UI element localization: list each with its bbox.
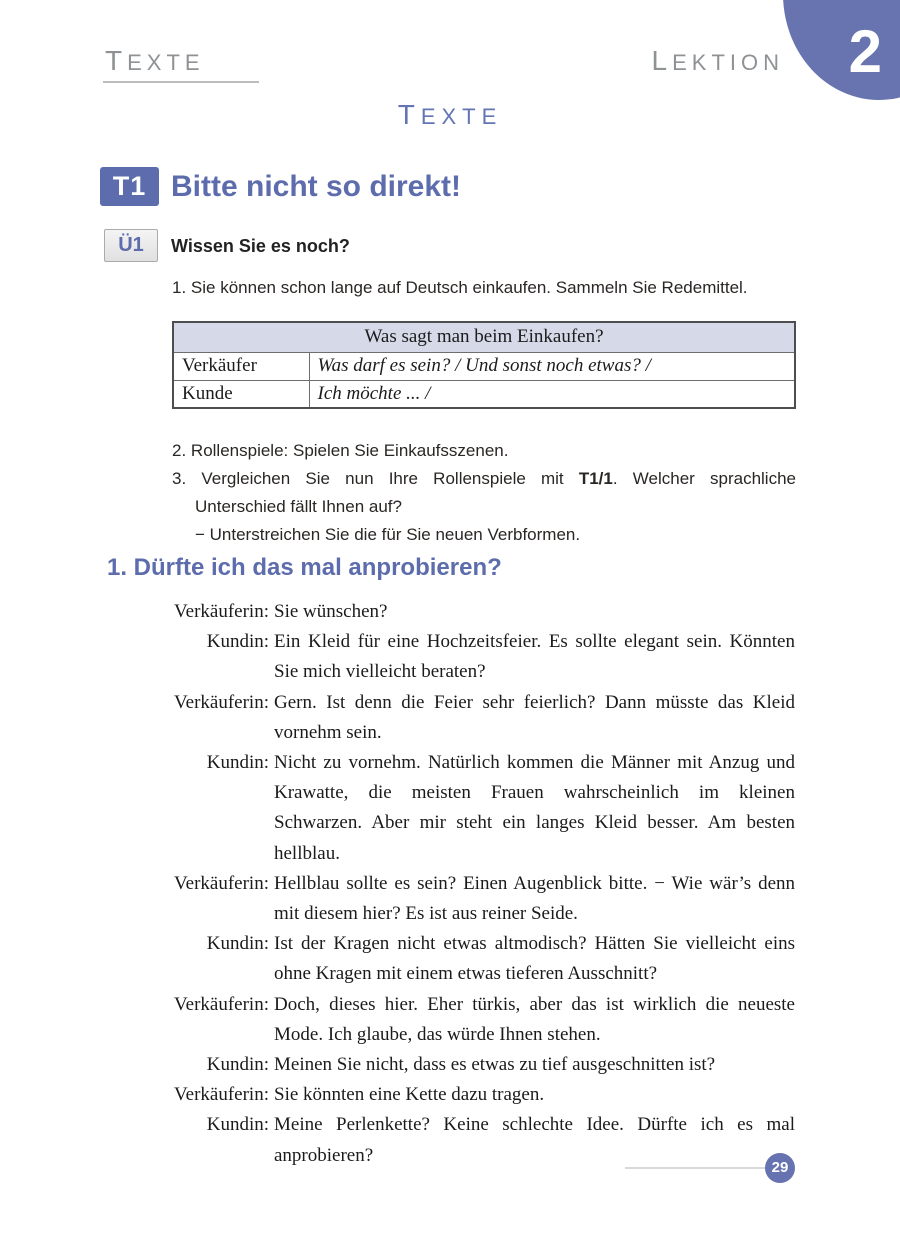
t1-title: Bitte nicht so direkt!: [171, 170, 462, 203]
speaker-label: Verkäuferin:: [174, 691, 269, 713]
running-title-left: TEXTE: [105, 45, 205, 76]
speaker-cell: Kunde: [173, 380, 309, 408]
task-item-2-number: 2.: [172, 441, 187, 460]
task-item-3: [172, 465, 796, 521]
task-item-3-text-pre: Vergleichen Sie nun Ihre Rollenspiele mit: [201, 469, 579, 488]
phrases-cell: Was darf es sein? / Und sonst noch etwas? /: [309, 352, 795, 380]
running-title-right: LEKTION: [651, 45, 784, 76]
dialogue-text: Gern. Ist denn die Feier sehr feierlich? Dann müsste das Kleid vornehm sein.: [274, 691, 795, 743]
task-item-1: [172, 278, 796, 298]
dialogue-text: Ein Kleid für eine Hochzeitsfeier. Es sollte elegant sein. Könnten Sie mich vielleicht beraten?: [274, 631, 795, 683]
dialogue-text: Ist der Kragen nicht etwas altmodisch? Hätten Sie vielleicht eins ohne Kragen mit einem etwas tieferen Ausschnitt?: [274, 933, 795, 985]
table-row: [173, 380, 795, 408]
u1-title: Wissen Sie es noch?: [171, 236, 350, 256]
dialogue-turn: [172, 869, 795, 929]
section-title: 1. Dürfte ich das mal anprobieren?: [107, 554, 502, 581]
speaker-label: Kundin:: [206, 933, 269, 955]
dialogue-text: Meine Perlenkette? Keine schlechte Idee. Dürfte ich es mal anprobieren?: [274, 1114, 795, 1166]
dialogue-text: Sie wünschen?: [274, 601, 388, 622]
task-item-3-subitem: − Unterstreichen Sie die für Sie neuen Verbformen.: [195, 525, 581, 544]
dialogue-text: Hellblau sollte es sein? Einen Augenblick bitte. − Wie wär’s denn mit diesem hier? Es ist aus reiner Seide.: [274, 872, 795, 925]
task-item-2-text: Rollenspiele: Spielen Sie Einkaufsszenen.: [190, 441, 509, 460]
lesson-corner-shape: [783, 0, 900, 100]
speaker-label: Kundin:: [206, 752, 269, 774]
page-title: TEXTE: [397, 99, 503, 130]
task-item-2: [172, 437, 796, 465]
table-row: [173, 352, 795, 380]
u1-badge: Ü1: [104, 229, 158, 262]
dialogue-turn: [172, 1110, 795, 1170]
dialogue-text: Nicht zu vornehm. Natürlich kommen die Männer mit Anzug und Krawatte, die meisten Frauen wahrscheinlich im kleinen Schwarzen. Aber mir steht ein langes Kleid besser. Am besten hellblau.: [274, 752, 795, 864]
lesson-number: 2: [848, 18, 882, 85]
task-list: [172, 437, 796, 549]
speaker-label: Kundin:: [206, 1054, 269, 1076]
dialogue-text: Meinen Sie nicht, dass es etwas zu tief ausgeschnitten ist?: [274, 1054, 716, 1076]
t1-badge: T1: [100, 167, 159, 206]
speaker-label: Verkäuferin:: [174, 993, 269, 1015]
speaker-label: Verkäuferin:: [174, 1084, 269, 1106]
speaker-label: Kundin:: [206, 631, 269, 653]
header-underline: [103, 81, 259, 83]
speaker-label: Verkäuferin:: [174, 872, 269, 894]
dialogue-turn: [172, 929, 795, 989]
table-header-cell: Was sagt man beim Einkaufen?: [173, 322, 795, 352]
dialogue: [172, 597, 795, 1171]
dialogue-turn: [172, 990, 795, 1050]
dialogue-turn: [172, 1050, 795, 1080]
dialogue-text: Sie könnten eine Kette dazu tragen.: [274, 1084, 545, 1106]
phrases-cell: Ich möchte ... /: [309, 380, 795, 408]
dialogue-turn: [172, 748, 795, 869]
task-item-3-text-post: . Welcher sprachliche Unterschied fällt Ihnen auf?: [195, 469, 796, 516]
page-number-badge: 29: [765, 1153, 795, 1183]
redemittel-table: [172, 321, 796, 409]
speaker-label: Verkäuferin:: [174, 601, 269, 622]
task-item-1-text: Sie können schon lange auf Deutsch einkaufen. Sammeln Sie Redemittel.: [190, 278, 748, 297]
speaker-cell: Verkäufer: [173, 352, 309, 380]
task-item-1-number: 1.: [172, 278, 187, 297]
table-header-row: [173, 322, 795, 352]
dialogue-text: Doch, dieses hier. Eher türkis, aber das ist wirklich die neueste Mode. Ich glaube, das würde Ihnen stehen.: [274, 993, 795, 1045]
task-item-3-reference: T1/1: [578, 469, 613, 488]
dialogue-turn: [172, 627, 795, 687]
dialogue-turn: [172, 597, 795, 627]
footer-rule: [625, 1167, 768, 1169]
task-item-3-number: 3.: [172, 469, 187, 488]
dialogue-turn: [172, 688, 795, 748]
dialogue-turn: [172, 1080, 795, 1110]
speaker-label: Kundin:: [206, 1114, 269, 1136]
